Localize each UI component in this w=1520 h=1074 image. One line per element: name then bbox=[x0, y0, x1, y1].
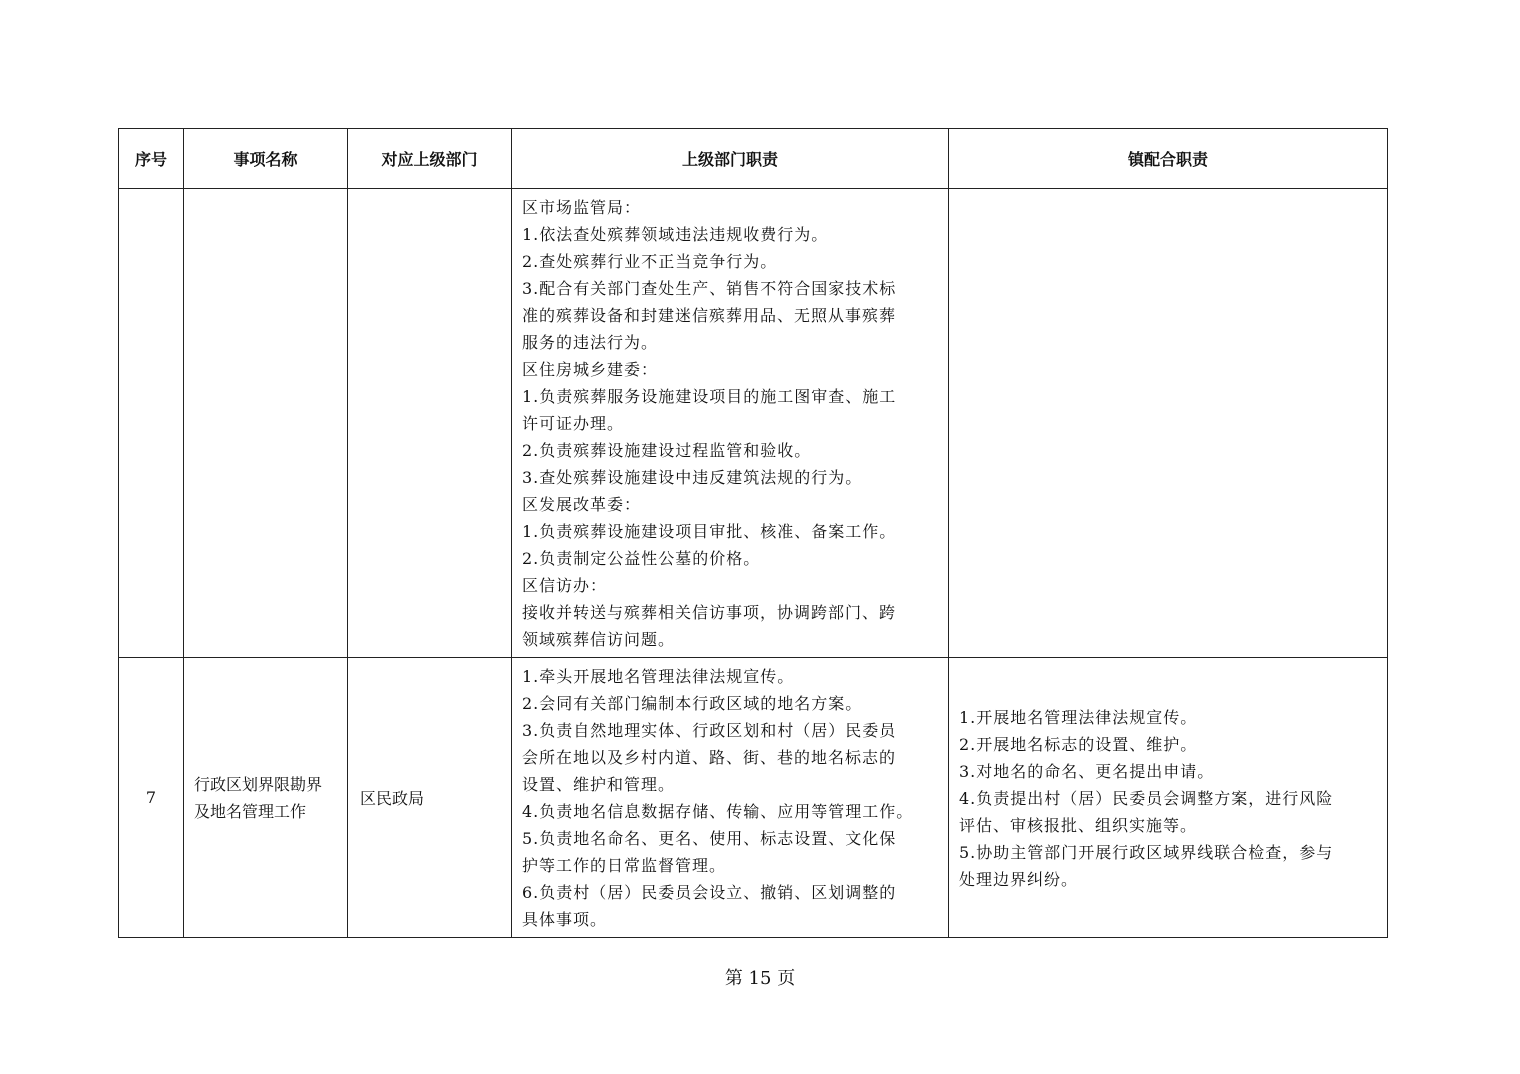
page-number-prefix: 第 bbox=[724, 968, 743, 989]
duty-line: 2.开展地名标志的设置、维护。 bbox=[959, 734, 1198, 754]
duty-line: 服务的违法行为。 bbox=[522, 333, 659, 352]
duty-line: 2.负责殡葬设施建设过程监管和验收。 bbox=[522, 441, 812, 460]
cell-town-duties bbox=[949, 189, 1388, 658]
duty-line: 1.依法查处殡葬领域违法违规收费行为。 bbox=[522, 225, 829, 244]
duty-line: 2.负责制定公益性公墓的价格。 bbox=[522, 549, 761, 568]
header-seq: 序号 bbox=[119, 129, 184, 189]
duty-line: 3.负责自然地理实体、行政区划和村（居）民委员 bbox=[522, 721, 897, 740]
duty-line: 设置、维护和管理。 bbox=[522, 775, 676, 794]
duty-line: 1.牵头开展地名管理法律法规宣传。 bbox=[522, 667, 795, 686]
cell-town-duties bbox=[949, 658, 1388, 938]
cell-superior-duties bbox=[512, 189, 949, 658]
page-number-suffix: 页 bbox=[777, 968, 796, 989]
header-superior-duties: 上级部门职责 bbox=[512, 129, 949, 189]
duty-line: 许可证办理。 bbox=[522, 414, 625, 433]
duty-line: 区市场监管局： bbox=[522, 198, 642, 217]
header-town-duties: 镇配合职责 bbox=[949, 129, 1388, 189]
duty-line: 5.负责地名命名、更名、使用、标志设置、文化保 bbox=[522, 829, 897, 848]
duty-line: 2.查处殡葬行业不正当竞争行为。 bbox=[522, 252, 778, 271]
duty-line: 评估、审核报批、组织实施等。 bbox=[959, 815, 1198, 835]
table-header-row bbox=[119, 129, 1388, 189]
cell-superior-dept: 区民政局 bbox=[348, 658, 512, 938]
header-item-name: 事项名称 bbox=[184, 129, 348, 189]
duty-line: 领域殡葬信访问题。 bbox=[522, 630, 676, 649]
duty-line: 4.负责地名信息数据存储、传输、应用等管理工作。 bbox=[522, 802, 914, 821]
duty-line: 1.开展地名管理法律法规宣传。 bbox=[959, 707, 1198, 727]
duty-line: 2.会同有关部门编制本行政区域的地名方案。 bbox=[522, 694, 863, 713]
duty-line: 3.配合有关部门查处生产、销售不符合国家技术标 bbox=[522, 279, 897, 298]
duty-line: 接收并转送与殡葬相关信访事项，协调跨部门、跨 bbox=[522, 603, 897, 622]
table-row bbox=[119, 658, 1388, 938]
cell-item-name bbox=[184, 658, 348, 938]
duty-line: 区住房城乡建委： bbox=[522, 360, 659, 379]
cell-superior-dept bbox=[348, 189, 512, 658]
header-superior-dept: 对应上级部门 bbox=[348, 129, 512, 189]
table-row bbox=[119, 189, 1388, 658]
cell-item-name bbox=[184, 189, 348, 658]
page-number: 15 bbox=[748, 968, 772, 989]
duty-line: 准的殡葬设备和封建迷信殡葬用品、无照从事殡葬 bbox=[522, 306, 897, 325]
duty-line: 6.负责村（居）民委员会设立、撤销、区划调整的 bbox=[522, 883, 897, 902]
duty-line: 具体事项。 bbox=[522, 910, 608, 929]
item-name-text: 行政区划界限勘界及地名管理工作 bbox=[194, 774, 323, 821]
duty-line: 会所在地以及乡村内道、路、街、巷的地名标志的 bbox=[522, 748, 897, 767]
page-footer bbox=[0, 964, 1520, 990]
cell-seq bbox=[119, 189, 184, 658]
duty-line: 4.负责提出村（居）民委员会调整方案，进行风险 bbox=[959, 788, 1334, 808]
duty-line: 5.协助主管部门开展行政区域界线联合检查，参与 bbox=[959, 842, 1334, 862]
duty-line: 区发展改革委： bbox=[522, 495, 642, 514]
cell-seq: 7 bbox=[119, 658, 184, 938]
duty-line: 1.负责殡葬设施建设项目审批、核准、备案工作。 bbox=[522, 522, 897, 541]
cell-superior-duties bbox=[512, 658, 949, 938]
duty-line: 1.负责殡葬服务设施建设项目的施工图审查、施工 bbox=[522, 387, 897, 406]
duty-line: 护等工作的日常监督管理。 bbox=[522, 856, 727, 875]
duty-line: 3.查处殡葬设施建设中违反建筑法规的行为。 bbox=[522, 468, 863, 487]
duty-line: 处理边界纠纷。 bbox=[959, 869, 1079, 889]
duty-line: 区信访办： bbox=[522, 576, 608, 595]
duty-table bbox=[118, 128, 1388, 938]
duty-line: 3.对地名的命名、更名提出申请。 bbox=[959, 761, 1215, 781]
